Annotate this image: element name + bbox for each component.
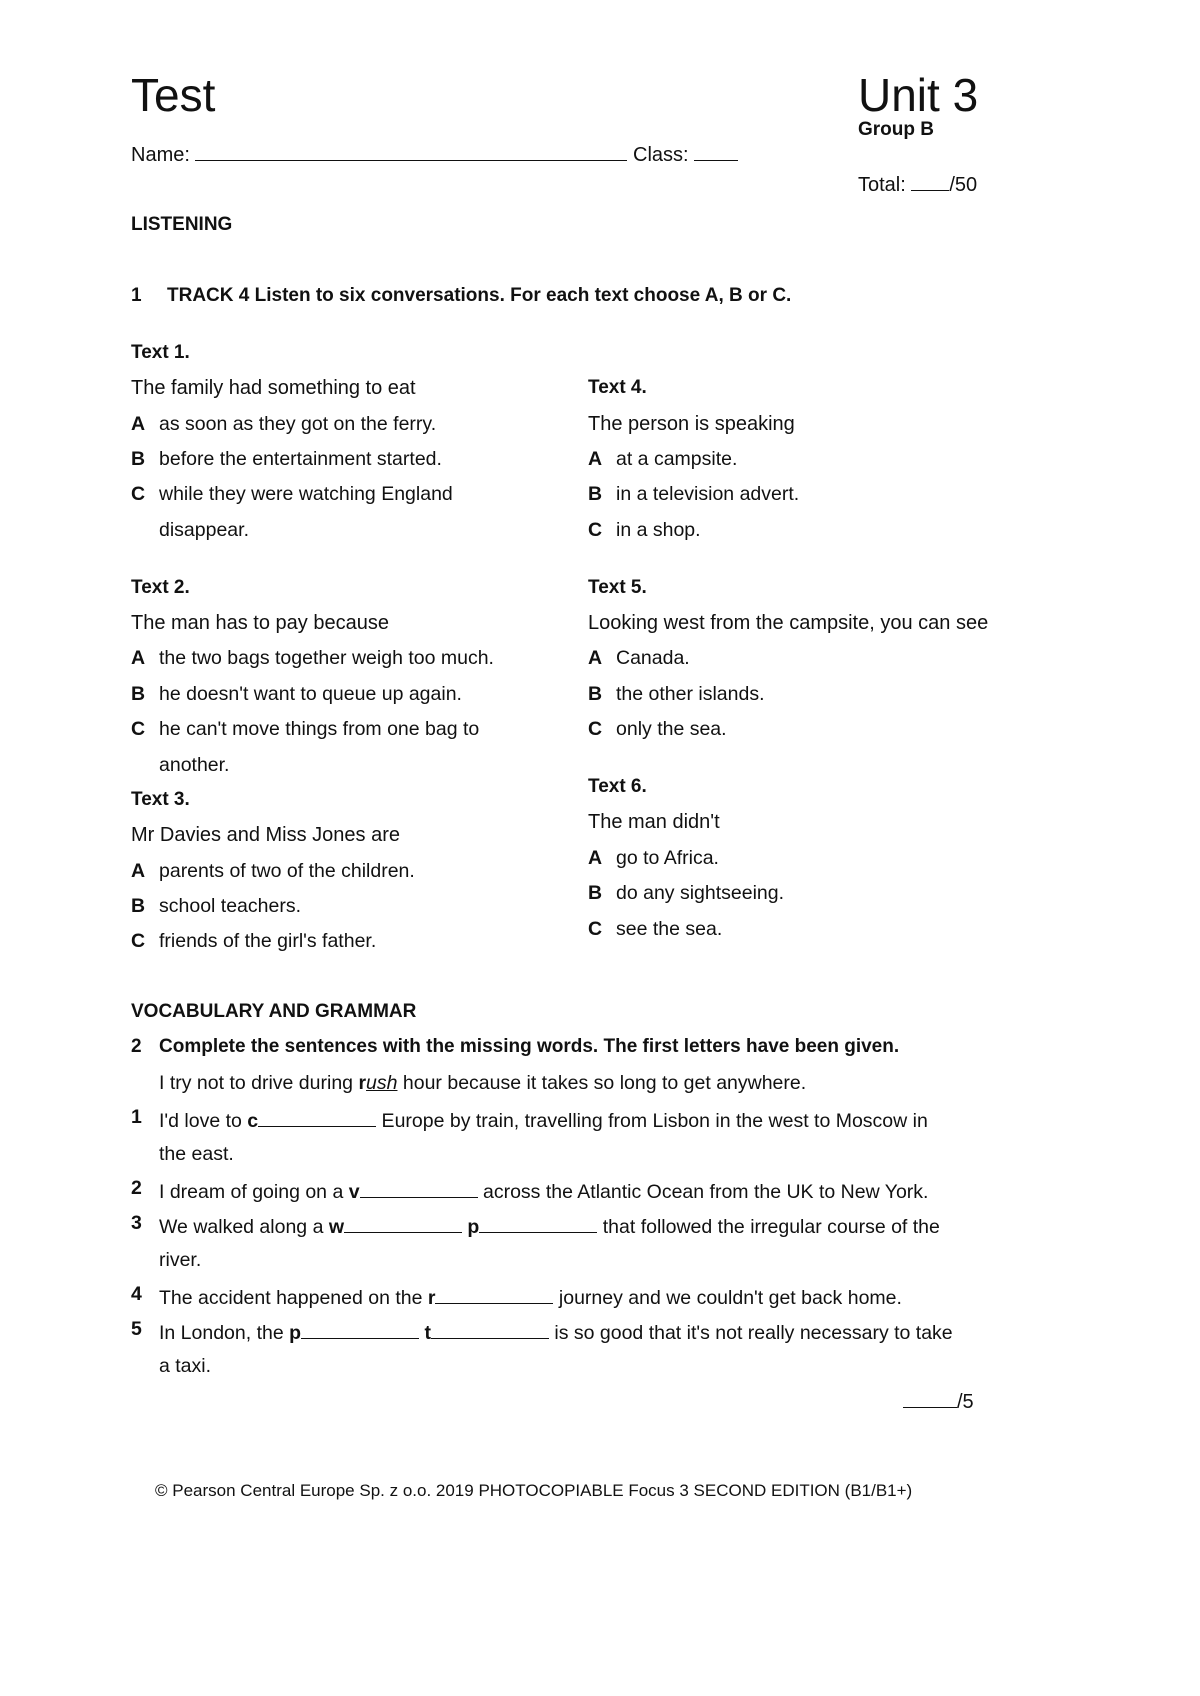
total-row <box>858 172 977 197</box>
item-5-number: 5 <box>131 1318 142 1340</box>
vocab-score-field[interactable] <box>903 1389 957 1408</box>
item-3-number: 3 <box>131 1212 142 1234</box>
vocab-task <box>131 1035 899 1059</box>
vocab-score: /5 <box>903 1389 974 1414</box>
text-5-label: Text 5. <box>588 577 647 598</box>
total-field[interactable] <box>911 172 949 191</box>
text-3-stem: Mr Davies and Miss Jones are <box>131 824 400 846</box>
text-4-label: Text 4. <box>588 377 647 398</box>
text-1-stem: The family had something to eat <box>131 377 416 399</box>
item-5-line2: a taxi. <box>159 1355 212 1377</box>
text-2-label: Text 2. <box>131 577 190 598</box>
item-5-sentence: In London, the p t is so good that it's not really necessary to take <box>159 1318 953 1345</box>
item-1-line2: the east. <box>159 1143 234 1165</box>
text-3-label: Text 3. <box>131 789 190 810</box>
item-3-sentence: We walked along a w p that followed the irregular course of the <box>159 1212 940 1239</box>
group-label: Group B <box>858 119 934 140</box>
item-2-sentence: I dream of going on a v across the Atlantic Ocean from the UK to New York. <box>159 1177 928 1204</box>
class-field[interactable] <box>694 142 738 161</box>
item-5-gap-1[interactable] <box>301 1318 419 1339</box>
item-4-gap[interactable] <box>435 1283 553 1304</box>
unit-title: Unit 3 <box>858 69 979 121</box>
page-title: Test <box>131 69 216 121</box>
listening-task <box>131 284 791 308</box>
vocab-heading: VOCABULARY AND GRAMMAR <box>131 1001 417 1022</box>
task-instruction: TRACK 4 Listen to six conversations. For each text choose A, B or C. <box>167 285 792 306</box>
total-label: Total: <box>858 174 906 196</box>
name-class-row <box>131 142 738 167</box>
text-4-stem: The person is speaking <box>588 413 795 435</box>
total-value: /50 <box>949 174 978 196</box>
item-3-line2: river. <box>159 1249 202 1271</box>
text-6-stem: The man didn't <box>588 811 720 833</box>
item-1-number: 1 <box>131 1106 142 1128</box>
footer-copyright: © Pearson Central Europe Sp. z o.o. 2019 PHOTOCOPIABLE Focus 3 SECOND EDITION (B1/B1+) <box>155 1481 913 1500</box>
listening-heading: LISTENING <box>131 214 233 235</box>
item-1-sentence: I'd love to c Europe by train, travelling from Lisbon in the west to Moscow in <box>159 1106 928 1133</box>
text-6-label: Text 6. <box>588 776 647 797</box>
item-1-gap[interactable] <box>258 1106 376 1127</box>
text-1-label: Text 1. <box>131 342 190 363</box>
task-number: 1 <box>131 285 142 306</box>
item-4-sentence: The accident happened on the r journey and we couldn't get back home. <box>159 1283 902 1310</box>
item-3-gap-2[interactable] <box>479 1212 597 1233</box>
name-label: Name: <box>131 144 190 166</box>
item-2-gap[interactable] <box>360 1177 478 1198</box>
item-2-number: 2 <box>131 1177 142 1199</box>
item-5-gap-2[interactable] <box>431 1318 549 1339</box>
item-3-gap-1[interactable] <box>344 1212 462 1233</box>
vocab-example: I try not to drive during rush hour because it takes so long to get anywhere. <box>159 1072 807 1094</box>
class-label: Class: <box>633 144 689 166</box>
vocab-task-number: 2 <box>131 1036 142 1057</box>
text-2-stem: The man has to pay because <box>131 612 389 634</box>
name-field[interactable] <box>195 142 627 161</box>
item-4-number: 4 <box>131 1283 142 1305</box>
vocab-task-instruction: Complete the sentences with the missing words. The first letters have been given. <box>159 1036 900 1057</box>
text-5-stem: Looking west from the campsite, you can see <box>588 612 989 634</box>
